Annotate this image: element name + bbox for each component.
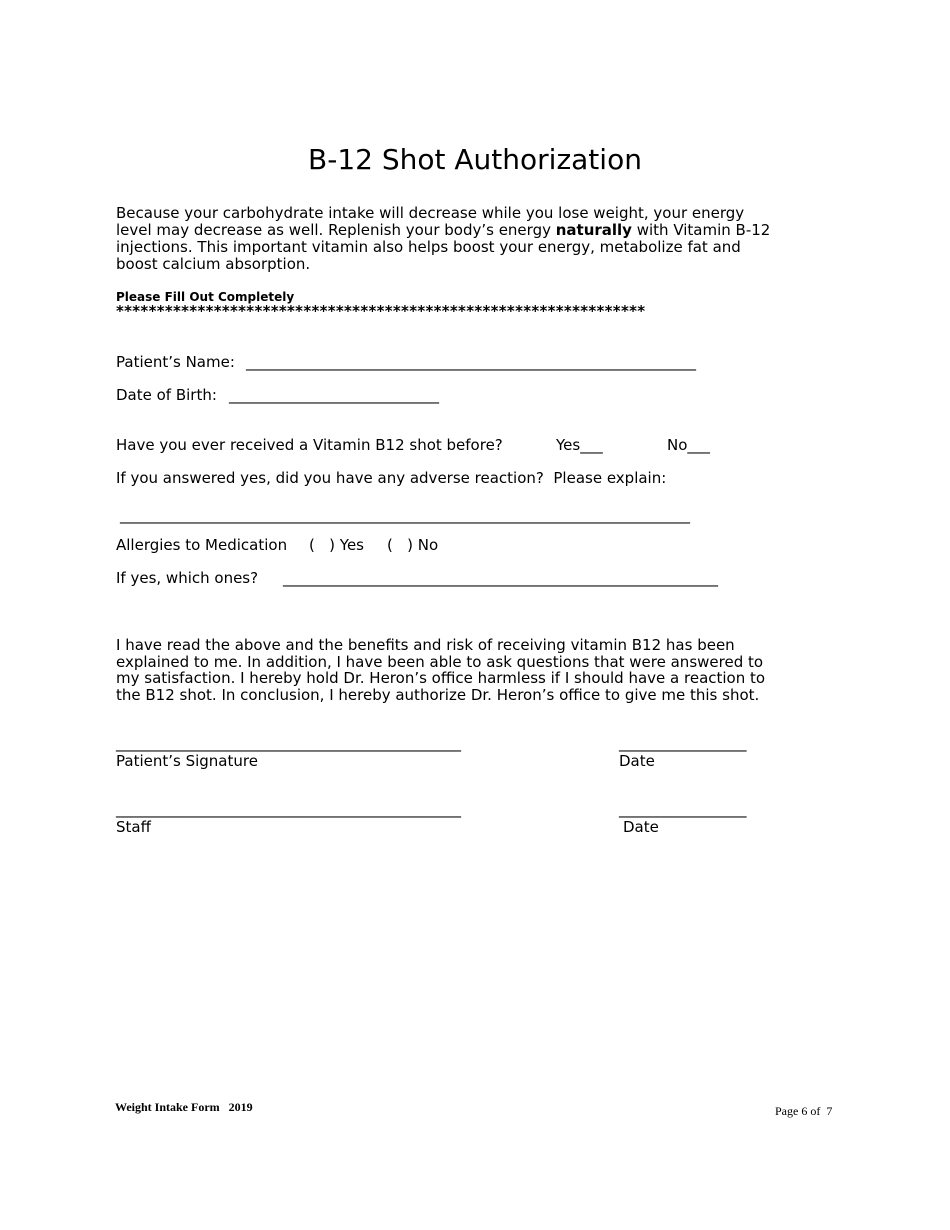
intro-line-2-end: with Vitamin B-12 bbox=[631, 221, 771, 239]
b12-no-field[interactable]: No___ bbox=[667, 436, 710, 454]
consent-line-4: the B12 shot. In conclusion, I hereby authorize Dr. Heron’s office to give me this shot. bbox=[116, 685, 760, 704]
allergies-label: Allergies to Medication bbox=[116, 536, 288, 554]
date-label-1: Date bbox=[619, 752, 655, 770]
fill-out-note: Please Fill Out Completely bbox=[116, 290, 295, 304]
patient-name-field[interactable]: ____________________________________________________________ bbox=[246, 353, 696, 371]
footer-page-number: Page 6 of 7 bbox=[775, 1104, 833, 1118]
consent-line-2: explained to me. In addition, I have been able to ask questions that were answered to bbox=[116, 652, 764, 671]
intro-line-2 bbox=[116, 222, 836, 239]
consent-line-3: my satisfaction. I hereby hold Dr. Heron’s office harmless if I should have a reaction to bbox=[116, 669, 766, 687]
dob-field[interactable]: ____________________________ bbox=[229, 386, 439, 404]
staff-date-field[interactable]: _________________ bbox=[619, 800, 747, 818]
intro-line-2-start: level may decrease as well. Replenish your body’s energy bbox=[116, 221, 556, 239]
dob-label: Date of Birth: bbox=[116, 386, 217, 404]
intro-line-3: injections. This important vitamin also helps boost your energy, metabolize fat and bbox=[116, 238, 741, 256]
patient-signature-label: Patient’s Signature bbox=[116, 752, 258, 770]
which-ones-label: If yes, which ones? bbox=[116, 569, 259, 587]
b12-question: Have you ever received a Vitamin B12 shot before? bbox=[116, 436, 503, 454]
allergies-no-option[interactable]: ( ) No bbox=[387, 536, 439, 554]
staff-signature-field[interactable]: ______________________________________________ bbox=[116, 800, 461, 818]
consent-line-1: I have read the above and the benefits and risk of receiving vitamin B12 has been bbox=[116, 636, 735, 654]
intro-line-1: Because your carbohydrate intake will decrease while you lose weight, your energy bbox=[116, 204, 745, 222]
intro-paragraph bbox=[116, 205, 836, 273]
footer-form-name: Weight Intake Form 2019 bbox=[115, 1100, 253, 1114]
consent-paragraph bbox=[116, 637, 836, 703]
allergies-yes-option[interactable]: ( ) Yes bbox=[309, 536, 364, 554]
intro-line-4: boost calcium absorption. bbox=[116, 255, 311, 273]
patient-signature-field[interactable]: ______________________________________________ bbox=[116, 734, 461, 752]
star-divider: ***************************************************************** bbox=[116, 302, 646, 320]
adverse-question: If you answered yes, did you have any adverse reaction? Please explain: bbox=[116, 469, 667, 487]
adverse-explain-field[interactable]: ____________________________________________________________________________ bbox=[120, 506, 690, 524]
patient-name-label: Patient’s Name: bbox=[116, 353, 235, 371]
date-label-2: Date bbox=[623, 818, 659, 836]
intro-emphasis: naturally bbox=[555, 221, 632, 239]
page-title: B-12 Shot Authorization bbox=[308, 143, 642, 176]
which-ones-field[interactable]: __________________________________________________________ bbox=[283, 569, 718, 587]
patient-date-field[interactable]: _________________ bbox=[619, 734, 747, 752]
staff-label: Staff bbox=[116, 818, 151, 836]
b12-yes-field[interactable]: Yes___ bbox=[556, 436, 603, 454]
